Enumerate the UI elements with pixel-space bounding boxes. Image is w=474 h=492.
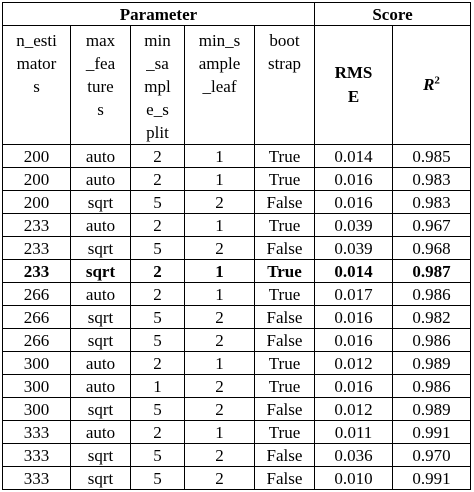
min-samples-split-cell: 2 bbox=[131, 421, 185, 444]
min-samples-split-cell: 5 bbox=[131, 237, 185, 260]
min-samples-leaf-cell: 1 bbox=[185, 283, 255, 306]
header-line: plit bbox=[146, 123, 169, 142]
score-group-header: Score bbox=[315, 3, 471, 26]
n-estimators-cell: 200 bbox=[3, 168, 71, 191]
max-features-cell: sqrt bbox=[71, 467, 131, 490]
header-line: e_s bbox=[146, 100, 169, 119]
rmse-cell: 0.011 bbox=[315, 421, 393, 444]
n-estimators-cell: 300 bbox=[3, 398, 71, 421]
min-samples-split-cell: 5 bbox=[131, 444, 185, 467]
r2-cell: 0.986 bbox=[393, 283, 471, 306]
max-features-cell: auto bbox=[71, 352, 131, 375]
r2-cell: 0.991 bbox=[393, 421, 471, 444]
r2-cell: 0.991 bbox=[393, 467, 471, 490]
bootstrap-cell: False bbox=[255, 306, 315, 329]
min-samples-split-header bbox=[131, 26, 185, 145]
max-features-cell: sqrt bbox=[71, 191, 131, 214]
min-samples-leaf-cell: 1 bbox=[185, 421, 255, 444]
min-samples-split-cell: 5 bbox=[131, 306, 185, 329]
min-samples-split-cell: 2 bbox=[131, 145, 185, 168]
max-features-cell: auto bbox=[71, 375, 131, 398]
r2-superscript: 2 bbox=[434, 74, 440, 87]
rmse-cell: 0.017 bbox=[315, 283, 393, 306]
n-estimators-cell: 200 bbox=[3, 191, 71, 214]
r2-header bbox=[393, 26, 471, 145]
table-row bbox=[3, 467, 471, 490]
r2-cell: 0.986 bbox=[393, 329, 471, 352]
header-line: min bbox=[144, 31, 171, 50]
rmse-cell: 0.016 bbox=[315, 191, 393, 214]
min-samples-leaf-cell: 1 bbox=[185, 145, 255, 168]
header-line: _fea bbox=[85, 54, 116, 73]
header-line: ample bbox=[198, 54, 241, 73]
max-features-cell: auto bbox=[71, 421, 131, 444]
table-row bbox=[3, 191, 471, 214]
bootstrap-cell: True bbox=[255, 421, 315, 444]
bootstrap-cell: True bbox=[255, 260, 315, 283]
group-header-row bbox=[3, 3, 471, 26]
header-line: boot bbox=[269, 31, 300, 50]
min-samples-leaf-header bbox=[185, 26, 255, 145]
r2-cell: 0.968 bbox=[393, 237, 471, 260]
n-estimators-cell: 333 bbox=[3, 444, 71, 467]
header-line: s bbox=[33, 77, 40, 96]
min-samples-split-cell: 2 bbox=[131, 260, 185, 283]
r2-cell: 0.983 bbox=[393, 191, 471, 214]
table-row bbox=[3, 375, 471, 398]
hyperparameter-results-table bbox=[2, 2, 471, 490]
table-row bbox=[3, 329, 471, 352]
max-features-cell: auto bbox=[71, 145, 131, 168]
bootstrap-cell: False bbox=[255, 237, 315, 260]
n-estimators-cell: 300 bbox=[3, 375, 71, 398]
r2-cell: 0.985 bbox=[393, 145, 471, 168]
n-estimators-cell: 333 bbox=[3, 467, 71, 490]
n-estimators-header bbox=[3, 26, 71, 145]
header-line: n_esti bbox=[16, 31, 57, 50]
rmse-cell: 0.039 bbox=[315, 237, 393, 260]
table-row bbox=[3, 444, 471, 467]
bootstrap-cell: True bbox=[255, 375, 315, 398]
max-features-cell: auto bbox=[71, 168, 131, 191]
table-row bbox=[3, 352, 471, 375]
table-row bbox=[3, 398, 471, 421]
max-features-cell: sqrt bbox=[71, 260, 131, 283]
bootstrap-cell: False bbox=[255, 444, 315, 467]
column-header-row bbox=[3, 26, 471, 145]
rmse-cell: 0.016 bbox=[315, 168, 393, 191]
table-row bbox=[3, 260, 471, 283]
n-estimators-cell: 266 bbox=[3, 329, 71, 352]
max-features-cell: sqrt bbox=[71, 398, 131, 421]
r2-cell: 0.989 bbox=[393, 352, 471, 375]
r2-cell: 0.989 bbox=[393, 398, 471, 421]
n-estimators-cell: 333 bbox=[3, 421, 71, 444]
r2-cell: 0.983 bbox=[393, 168, 471, 191]
max-features-cell: sqrt bbox=[71, 306, 131, 329]
bootstrap-cell: False bbox=[255, 329, 315, 352]
min-samples-split-cell: 2 bbox=[131, 352, 185, 375]
min-samples-split-cell: 5 bbox=[131, 467, 185, 490]
min-samples-leaf-cell: 2 bbox=[185, 444, 255, 467]
rmse-cell: 0.014 bbox=[315, 145, 393, 168]
table-body bbox=[3, 145, 471, 490]
bootstrap-cell: True bbox=[255, 168, 315, 191]
header-line: strap bbox=[267, 54, 302, 73]
table-row bbox=[3, 237, 471, 260]
header-line: mpl bbox=[144, 77, 171, 96]
header-line: _sa bbox=[146, 54, 169, 73]
r2-cell: 0.987 bbox=[393, 260, 471, 283]
bootstrap-cell: False bbox=[255, 191, 315, 214]
min-samples-split-cell: 2 bbox=[131, 214, 185, 237]
rmse-cell: 0.036 bbox=[315, 444, 393, 467]
min-samples-leaf-cell: 1 bbox=[185, 214, 255, 237]
results-table-container bbox=[2, 2, 471, 490]
parameter-group-header: Parameter bbox=[3, 3, 315, 26]
bootstrap-cell: False bbox=[255, 398, 315, 421]
table-row bbox=[3, 145, 471, 168]
rmse-cell: 0.012 bbox=[315, 352, 393, 375]
max-features-cell: auto bbox=[71, 214, 131, 237]
min-samples-leaf-cell: 1 bbox=[185, 260, 255, 283]
r2-symbol: R bbox=[423, 75, 435, 94]
header-line: min_s bbox=[198, 31, 241, 50]
table-row bbox=[3, 168, 471, 191]
min-samples-split-cell: 5 bbox=[131, 191, 185, 214]
min-samples-split-cell: 2 bbox=[131, 168, 185, 191]
r2-cell: 0.986 bbox=[393, 375, 471, 398]
min-samples-leaf-cell: 2 bbox=[185, 237, 255, 260]
header-line: s bbox=[97, 100, 104, 119]
n-estimators-cell: 233 bbox=[3, 237, 71, 260]
min-samples-leaf-cell: 2 bbox=[185, 467, 255, 490]
header-line: RMS bbox=[334, 63, 373, 82]
header-line: E bbox=[347, 87, 360, 106]
min-samples-leaf-cell: 2 bbox=[185, 398, 255, 421]
bootstrap-cell: True bbox=[255, 214, 315, 237]
header-line: ture bbox=[87, 77, 114, 96]
rmse-cell: 0.016 bbox=[315, 329, 393, 352]
n-estimators-cell: 200 bbox=[3, 145, 71, 168]
n-estimators-cell: 266 bbox=[3, 306, 71, 329]
n-estimators-cell: 266 bbox=[3, 283, 71, 306]
min-samples-split-cell: 5 bbox=[131, 329, 185, 352]
header-line: _leaf bbox=[202, 77, 237, 96]
n-estimators-cell: 233 bbox=[3, 260, 71, 283]
rmse-cell: 0.039 bbox=[315, 214, 393, 237]
min-samples-leaf-cell: 1 bbox=[185, 168, 255, 191]
rmse-cell: 0.010 bbox=[315, 467, 393, 490]
n-estimators-cell: 300 bbox=[3, 352, 71, 375]
header-line: mator bbox=[16, 54, 57, 73]
bootstrap-cell: True bbox=[255, 283, 315, 306]
min-samples-leaf-cell: 2 bbox=[185, 191, 255, 214]
r2-cell: 0.970 bbox=[393, 444, 471, 467]
max-features-cell: sqrt bbox=[71, 329, 131, 352]
max-features-cell: sqrt bbox=[71, 237, 131, 260]
table-row bbox=[3, 214, 471, 237]
bootstrap-header bbox=[255, 26, 315, 145]
rmse-header bbox=[315, 26, 393, 145]
min-samples-split-cell: 1 bbox=[131, 375, 185, 398]
max-features-cell: sqrt bbox=[71, 444, 131, 467]
n-estimators-cell: 233 bbox=[3, 214, 71, 237]
min-samples-split-cell: 5 bbox=[131, 398, 185, 421]
bootstrap-cell: False bbox=[255, 467, 315, 490]
max-features-header bbox=[71, 26, 131, 145]
max-features-cell: auto bbox=[71, 283, 131, 306]
rmse-cell: 0.016 bbox=[315, 306, 393, 329]
min-samples-leaf-cell: 2 bbox=[185, 375, 255, 398]
rmse-cell: 0.016 bbox=[315, 375, 393, 398]
min-samples-leaf-cell: 2 bbox=[185, 306, 255, 329]
bootstrap-cell: True bbox=[255, 352, 315, 375]
min-samples-leaf-cell: 1 bbox=[185, 352, 255, 375]
table-row bbox=[3, 306, 471, 329]
min-samples-split-cell: 2 bbox=[131, 283, 185, 306]
table-row bbox=[3, 421, 471, 444]
r2-cell: 0.967 bbox=[393, 214, 471, 237]
table-row bbox=[3, 283, 471, 306]
min-samples-leaf-cell: 2 bbox=[185, 329, 255, 352]
rmse-cell: 0.012 bbox=[315, 398, 393, 421]
header-line: max bbox=[85, 31, 116, 50]
rmse-cell: 0.014 bbox=[315, 260, 393, 283]
r2-cell: 0.982 bbox=[393, 306, 471, 329]
bootstrap-cell: True bbox=[255, 145, 315, 168]
